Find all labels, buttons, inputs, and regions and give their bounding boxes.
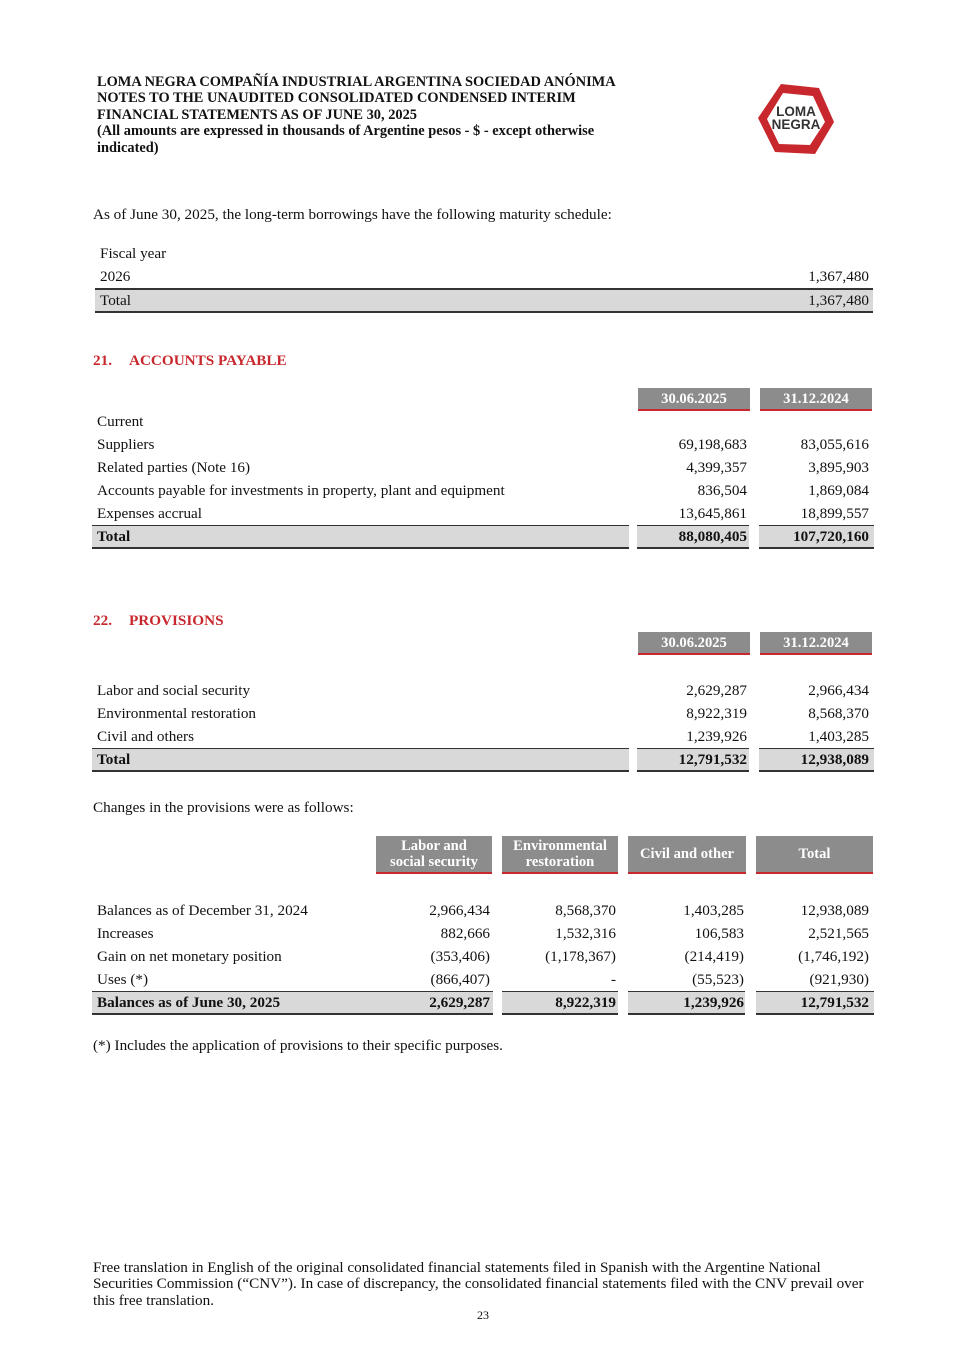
section-21-name: ACCOUNTS PAYABLE	[129, 352, 287, 369]
row-value-2024: 3,895,903	[808, 459, 869, 476]
amounts-disclaimer-line1: (All amounts are expressed in thousands of Argentine pesos - $ - except otherwise	[97, 123, 595, 140]
changes-total-row	[92, 991, 874, 1014]
row-value-2025: 13,645,861	[678, 505, 747, 522]
total-value-total: 12,791,532	[800, 994, 869, 1011]
row-label: Gain on net monetary position	[97, 948, 282, 965]
changes-intro: Changes in the provisions were as follows:	[93, 799, 354, 816]
row-value-total: (921,930)	[809, 971, 869, 988]
row-label: Uses (*)	[97, 971, 149, 988]
table-row	[92, 945, 874, 968]
row-value-labor: 882,666	[440, 925, 490, 942]
row-label: Environmental restoration	[97, 705, 257, 722]
row-label: Expenses accrual	[97, 505, 202, 522]
row-value-2025: 1,239,926	[686, 728, 747, 745]
ap-current-label: Current	[97, 413, 144, 430]
total-label: Total	[97, 751, 131, 768]
row-value-environmental: 1,532,316	[555, 925, 616, 942]
amounts-disclaimer-line2: indicated)	[97, 139, 159, 156]
row-value-environmental: (1,178,367)	[545, 948, 616, 965]
table-row	[92, 922, 874, 945]
row-value-environmental: -	[610, 971, 616, 988]
section-22-name: PROVISIONS	[129, 612, 224, 629]
prov-column-header-2024: 31.12.2024	[760, 632, 872, 655]
section-22-number: 22.	[93, 612, 112, 629]
maturity-total-row	[95, 288, 873, 313]
changes-header-labor	[376, 836, 492, 874]
row-value-2024: 1,403,285	[808, 728, 869, 745]
company-name: LOMA NEGRA COMPAÑÍA INDUSTRIAL ARGENTINA SOCIEDAD ANÓNIMA	[97, 74, 616, 90]
notes-title-line2: FINANCIAL STATEMENTS AS OF JUNE 30, 2025	[97, 106, 417, 123]
row-value-2024: 18,899,557	[800, 505, 869, 522]
fiscal-year-heading: Fiscal year	[100, 245, 167, 262]
page-number: 23	[477, 1308, 489, 1322]
row-value-labor: (866,407)	[430, 971, 490, 988]
row-value-2025: 4,399,357	[686, 459, 747, 476]
maturity-total-label: Total	[100, 292, 131, 309]
header-labor-line2: social security	[390, 854, 478, 870]
section-21-number: 21.	[93, 352, 112, 369]
row-value-2024: 83,055,616	[800, 436, 869, 453]
maturity-row	[95, 265, 873, 288]
total-value-civil: 1,239,926	[683, 994, 744, 1011]
row-value-2024: 8,568,370	[808, 705, 869, 722]
total-value-2025: 12,791,532	[678, 751, 747, 768]
row-value-2024: 2,966,434	[808, 682, 869, 699]
notes-title-line1: NOTES TO THE UNAUDITED CONSOLIDATED CONDENSED INTERIM	[97, 90, 576, 107]
total-value-environmental: 8,922,319	[555, 994, 616, 1011]
row-value-labor: (353,406)	[430, 948, 490, 965]
document-header	[97, 74, 697, 156]
section-21-title	[93, 352, 287, 370]
changes-header-environmental	[502, 836, 618, 874]
prov-column-header-2025: 30.06.2025	[638, 632, 750, 655]
row-value-civil: (214,419)	[684, 948, 744, 965]
row-value-total: (1,746,192)	[798, 948, 869, 965]
maturity-intro: As of June 30, 2025, the long-term borrowings have the following maturity schedule:	[93, 206, 612, 223]
table-row	[92, 702, 874, 725]
row-label: Accounts payable for investments in property, plant and equipment	[97, 482, 505, 499]
row-value-civil: (55,523)	[692, 971, 744, 988]
total-value-2024: 12,938,089	[800, 751, 869, 768]
prov-total-row	[92, 748, 874, 771]
row-label: Labor and social security	[97, 682, 251, 699]
row-value-2025: 2,629,287	[686, 682, 747, 699]
total-value-2025: 88,080,405	[678, 528, 747, 545]
row-value-total: 2,521,565	[808, 925, 869, 942]
changes-header-total: Total	[756, 836, 873, 874]
row-value-2025: 69,198,683	[678, 436, 747, 453]
total-label: Total	[97, 528, 131, 545]
row-value-labor: 2,966,434	[429, 902, 490, 919]
ap-column-header-2024: 31.12.2024	[760, 388, 872, 411]
logo-text-negra: NEGRA	[771, 117, 821, 132]
row-value-environmental: 8,568,370	[555, 902, 616, 919]
row-label: Civil and others	[97, 728, 195, 745]
header-env-line1: Environmental	[513, 838, 607, 854]
uses-footnote: (*) Includes the application of provisions to their specific purposes.	[93, 1037, 503, 1054]
row-value-2025: 836,504	[697, 482, 747, 499]
loma-negra-logo	[757, 82, 835, 156]
table-row	[92, 725, 874, 748]
maturity-year: 2026	[100, 268, 131, 285]
table-row	[92, 899, 874, 922]
row-value-civil: 1,403,285	[683, 902, 744, 919]
row-value-civil: 106,583	[694, 925, 744, 942]
section-22-title	[93, 612, 224, 630]
ap-column-header-2025: 30.06.2025	[638, 388, 750, 411]
row-label: Balances as of December 31, 2024	[97, 902, 308, 919]
changes-header-civil: Civil and other	[628, 836, 746, 874]
table-row	[92, 479, 874, 502]
row-label: Increases	[97, 925, 154, 942]
row-value-2025: 8,922,319	[686, 705, 747, 722]
translation-disclaimer: Free translation in English of the original consolidated financial statements filed in Spanish with the Argentine National Securities Commission (“CNV”). In case of discrepancy, the consolidated financial statements filed with the CNV prevail over this free translation.	[93, 1259, 864, 1309]
table-row	[92, 456, 874, 479]
total-value-2024: 107,720,160	[793, 528, 869, 545]
header-env-line2: restoration	[525, 854, 595, 870]
table-row	[92, 433, 874, 456]
total-value-labor: 2,629,287	[429, 994, 490, 1011]
table-row	[92, 968, 874, 991]
header-labor-line1: Labor and	[401, 838, 467, 854]
ap-total-row	[92, 525, 874, 548]
maturity-total-amount: 1,367,480	[808, 292, 869, 309]
total-label: Balances as of June 30, 2025	[97, 994, 281, 1011]
logo-text-loma: LOMA	[776, 104, 816, 119]
row-label: Related parties (Note 16)	[97, 459, 251, 476]
row-value-total: 12,938,089	[800, 902, 869, 919]
maturity-amount: 1,367,480	[808, 268, 869, 285]
table-row	[92, 502, 874, 525]
row-value-2024: 1,869,084	[808, 482, 869, 499]
table-row	[92, 679, 874, 702]
row-label: Suppliers	[97, 436, 155, 453]
